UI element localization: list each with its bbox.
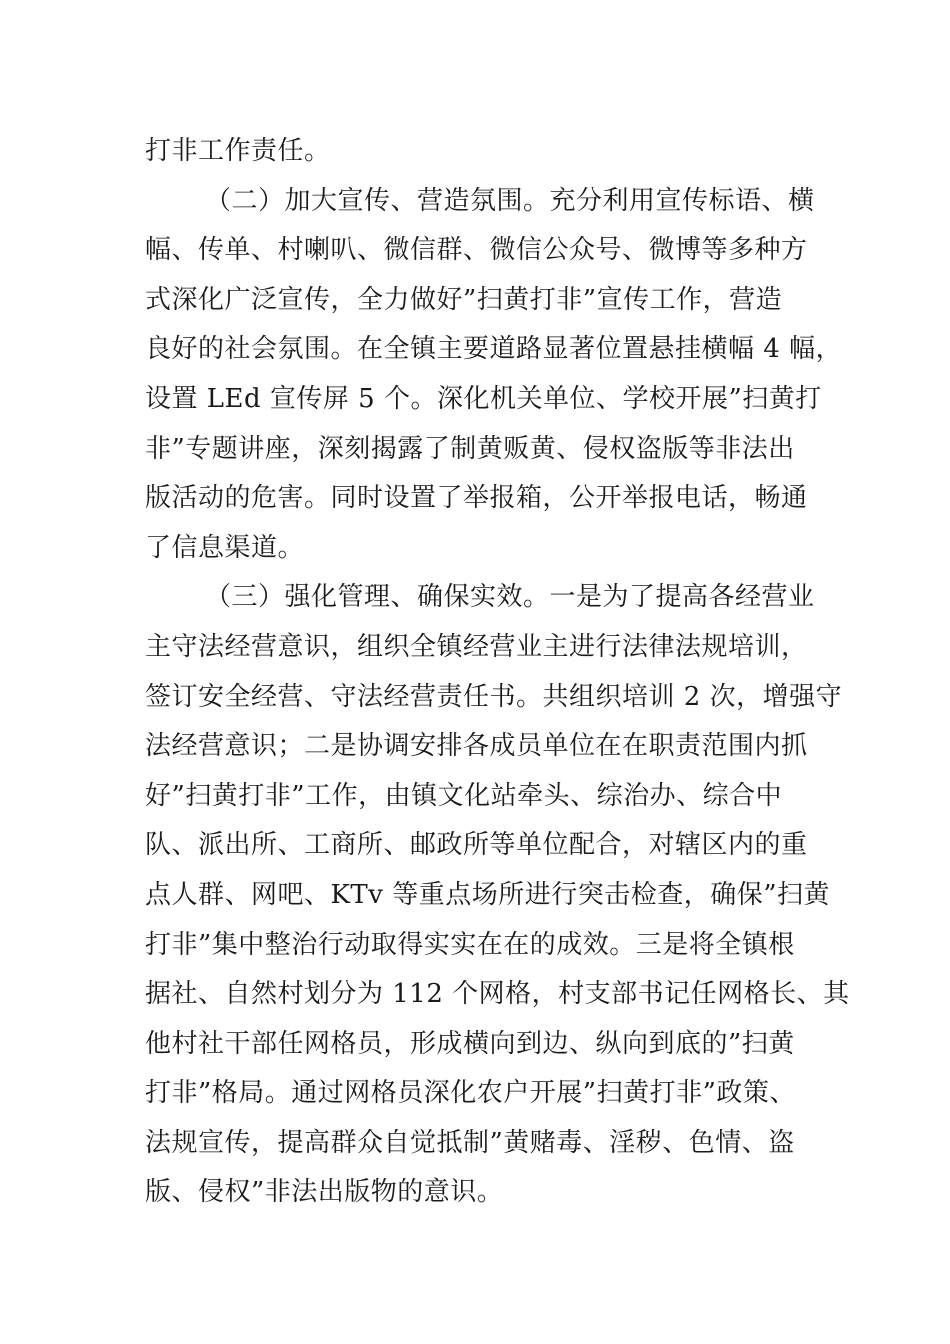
text-line: 版、侵权”非法出版物的意识。 [145, 1177, 504, 1208]
text-line: 打非”格局。通过网格员深化农户开展”扫黄打非”政策、 [145, 1078, 796, 1109]
text-line: 队、派出所、工商所、邮政所等单位配合，对辖区内的重 [145, 830, 808, 861]
text-line: 打非工作责任。 [145, 136, 331, 166]
text-line: 据社、自然村划分为 112 个网格，村支部书记任网格长、其 [145, 979, 850, 1010]
text-line: 点人群、网吧、KTv 等重点场所进行突击检查，确保”扫黄 [145, 879, 831, 910]
text-line: 打非”集中整治行动取得实实在在的成效。三是将全镇根 [145, 929, 795, 960]
text-line: 法规宣传，提高群众自觉抵制”黄赌毒、淫秽、色情、盗 [145, 1127, 795, 1158]
text-line: 好”扫黄打非”工作，由镇文化站牵头、综治办、综合中 [145, 780, 783, 811]
text-line: 主守法经营意识，组织全镇经营业主进行法律法规培训， [145, 631, 808, 662]
body-text [145, 127, 850, 1218]
text-line: 法经营意识；二是协调安排各成员单位在在职责范围内抓 [145, 731, 808, 762]
text-line: 签订安全经营、守法经营责任书。共组织培训 2 次，增强守 [145, 681, 843, 712]
paragraph-first-line: （二）加大宣传、营造氛围。充分利用宣传标语、横 [205, 185, 815, 216]
text-line: 设置 LEd 宣传屏 5 个。深化机关单位、学校开展”扫黄打 [145, 383, 822, 414]
paragraph-first-line: （三）强化管理、确保实效。一是为了提高各经营业 [205, 582, 815, 613]
text-line: 非”专题讲座，深刻揭露了制黄贩黄、侵权盗版等非法出 [145, 433, 795, 464]
text-line: 式深化广泛宣传，全力做好”扫黄打非”宣传工作，营造 [145, 284, 783, 315]
text-line: 他村社干部任网格员，形成横向到边、纵向到底的”扫黄 [145, 1028, 795, 1059]
text-line: 幅、传单、村喇叭、微信群、微信公众号、微博等多种方 [145, 235, 808, 266]
text-line: 了信息渠道。 [145, 532, 305, 563]
text-line: 版活动的危害。同时设置了举报箱，公开举报电话，畅通 [145, 483, 808, 514]
text-line: 良好的社会氛围。在全镇主要道路显著位置悬挂横幅 4 幅， [145, 334, 843, 365]
